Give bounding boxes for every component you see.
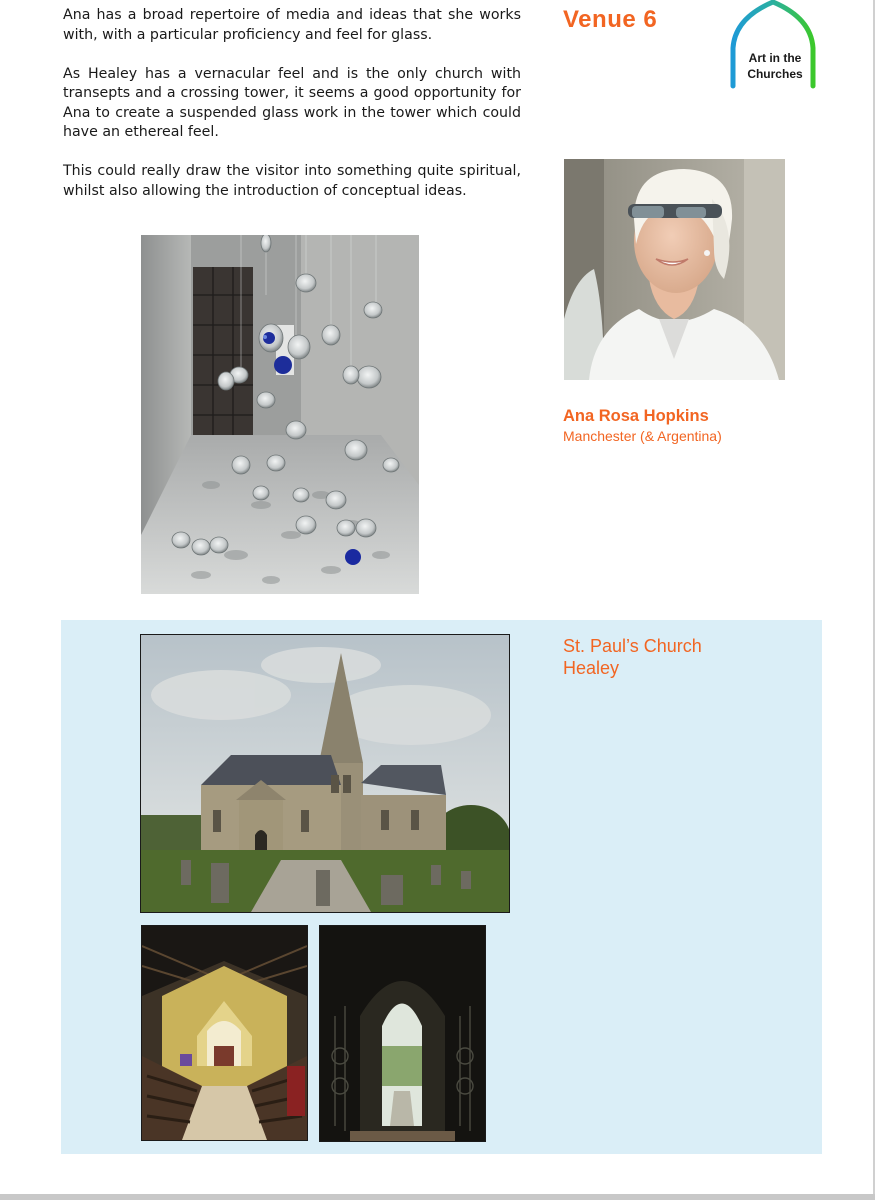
church-name [563, 636, 702, 679]
page-edge-bottom [0, 1194, 875, 1200]
church-exterior-photo [140, 634, 510, 913]
church-name-line1: St. Paul’s Church [563, 636, 702, 656]
intro-paragraph-2: As Healey has a vernacular feel and is the only church with transepts and a crossing tower, it seems a good opportunity for Ana to create a suspended glass work in the tower which could have an ethereal feel. [63, 65, 521, 140]
logo-text-line2: Churches [747, 67, 803, 81]
logo-text [744, 50, 806, 82]
glass-installation-photo [141, 235, 419, 594]
church-name-line2: Healey [563, 657, 620, 678]
intro-text [63, 6, 521, 221]
venue-title: Venue 6 [563, 6, 658, 33]
artist-portrait-photo [564, 159, 785, 380]
artist-location: Manchester (& Argentina) [563, 428, 722, 444]
church-doorway-photo [319, 925, 486, 1142]
intro-paragraph-1: Ana has a broad repertoire of media and ideas that she works with, with a particular proficiency and feel for glass. [63, 7, 521, 43]
logo-text-line1: Art in the [748, 51, 802, 65]
artist-name: Ana Rosa Hopkins [563, 407, 709, 425]
church-interior-photo [141, 925, 308, 1141]
intro-paragraph-3: This could really draw the visitor into something quite spiritual, whilst also allowing the introduction of conceptual ideas. [63, 163, 521, 199]
